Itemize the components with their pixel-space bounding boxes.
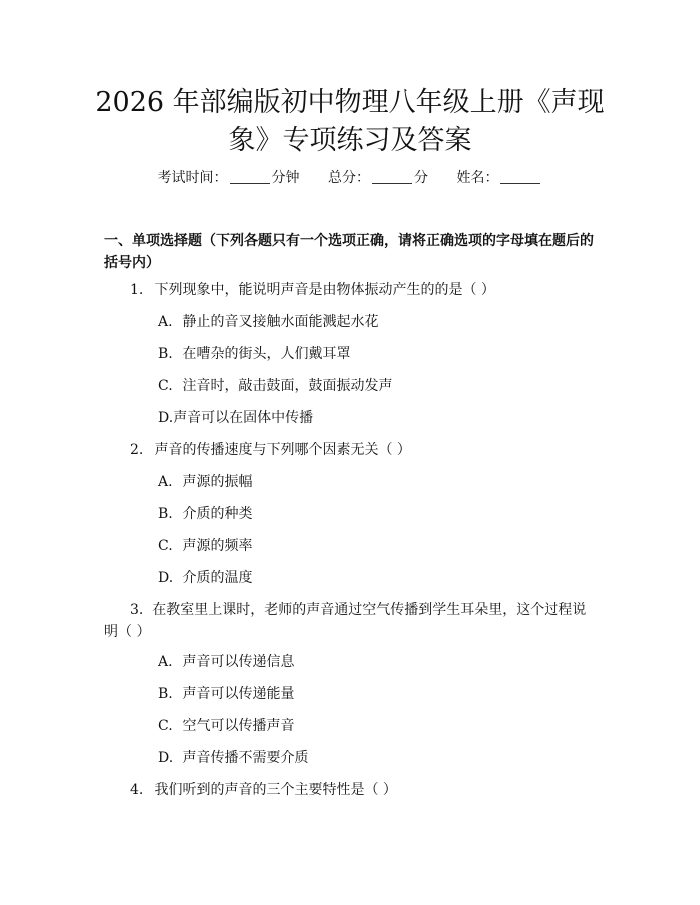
title-line-1: 2026 年部编版初中物理八年级上册《声现: [95, 87, 605, 118]
question-number: 4.: [130, 782, 144, 798]
total-score: [328, 168, 428, 188]
option-1b: [158, 343, 598, 365]
option-letter: B.: [158, 346, 173, 362]
option-letter: D.: [158, 570, 174, 586]
option-text: 声音可以传递信息: [182, 654, 295, 670]
question-text: 下列现象中，能说明声音是由物体振动产生的的是（ ）: [154, 282, 495, 298]
option-text: 声源的频率: [182, 538, 253, 554]
option-letter: C.: [158, 538, 173, 554]
option-letter: A.: [158, 654, 173, 670]
option-text: 在嘈杂的街头，人们戴耳罩: [182, 346, 351, 362]
exam-time: [158, 168, 300, 188]
option-text: 声音可以传递能量: [182, 686, 295, 702]
option-1d: [158, 407, 598, 429]
option-letter: C.: [158, 718, 173, 734]
option-2a: [158, 471, 598, 493]
question-text: 声音的传播速度与下列哪个因素无关（ ）: [154, 442, 411, 458]
option-2c: [158, 535, 598, 557]
exam-meta: [0, 168, 700, 188]
document-title: [90, 84, 610, 160]
total-score-label: 总分：: [328, 170, 370, 186]
option-text: 介质的种类: [182, 506, 253, 522]
question-number: 3.: [130, 602, 144, 618]
option-letter: A.: [158, 314, 173, 330]
option-2b: [158, 503, 598, 525]
exam-time-blank: [230, 169, 270, 184]
student-name: [456, 168, 542, 188]
total-score-blank: [372, 169, 412, 184]
option-3a: [158, 651, 598, 673]
exam-time-unit: 分钟: [271, 170, 300, 186]
option-text: 声音传播不需要介质: [182, 750, 309, 766]
option-3b: [158, 683, 598, 705]
option-1c: [158, 375, 598, 397]
option-3c: [158, 715, 598, 737]
option-letter: B.: [158, 686, 173, 702]
question-number: 1.: [130, 282, 144, 298]
option-letter: B.: [158, 506, 173, 522]
option-text: 介质的温度: [182, 570, 253, 586]
option-letter: C.: [158, 378, 173, 394]
option-text: 注音时，敲击鼓面，鼓面振动发声: [182, 378, 393, 394]
option-text: 声源的振幅: [182, 474, 253, 490]
title-line-2: 象》专项练习及答案: [228, 125, 472, 156]
student-name-label: 姓名：: [456, 170, 499, 186]
option-1a: [158, 311, 598, 333]
option-letter: D.: [158, 750, 174, 766]
total-score-unit: 分: [414, 170, 428, 186]
question-3: [104, 599, 600, 643]
question-4: [130, 779, 600, 801]
question-text: 在教室里上课时，老师的声音通过空气传播到学生耳朵里，这个过程说明（ ）: [104, 602, 587, 640]
option-3d: [158, 747, 598, 769]
option-letter: A.: [158, 474, 173, 490]
option-text: 空气可以传播声音: [182, 718, 295, 734]
option-text: 声音可以在固体中传播: [173, 410, 314, 426]
option-letter: D.: [158, 410, 174, 426]
section-heading: 一、单项选择题（下列各题只有一个选项正确，请将正确选项的字母填在题后的括号内）: [104, 233, 594, 271]
question-2: [130, 439, 600, 461]
question-text: 我们听到的声音的三个主要特性是（ ）: [154, 782, 397, 798]
student-name-blank: [500, 169, 540, 184]
exam-time-label: 考试时间：: [157, 170, 228, 186]
question-number: 2.: [130, 442, 144, 458]
option-2d: [158, 567, 598, 589]
option-text: 静止的音叉接触水面能溅起水花: [182, 314, 379, 330]
question-1: [130, 279, 600, 301]
